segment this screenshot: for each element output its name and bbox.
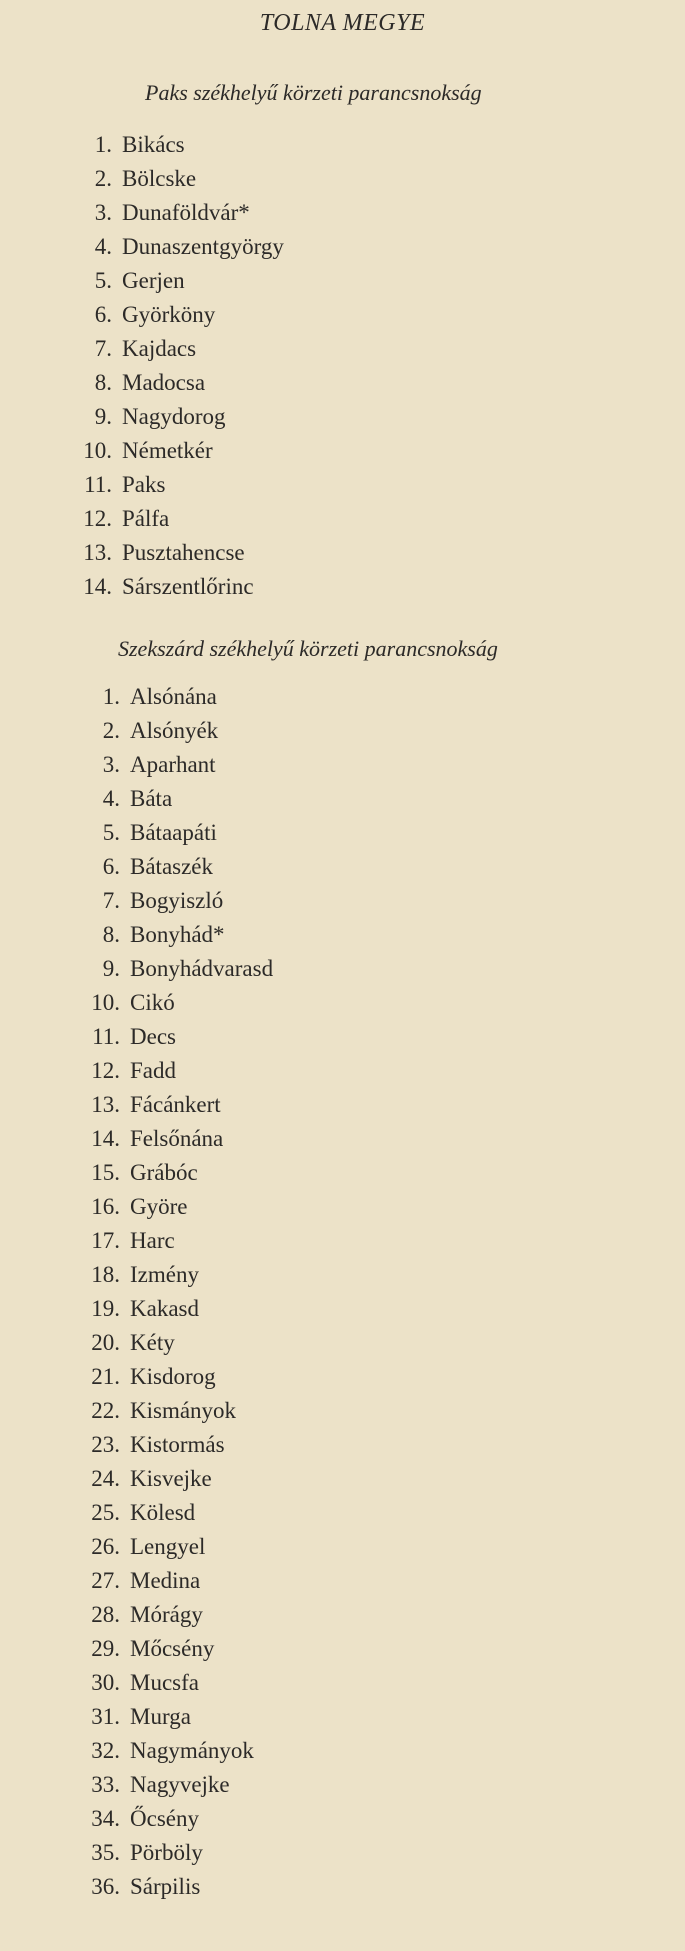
item-number: 30. (91, 1670, 120, 1695)
item-number: 7. (94, 336, 112, 361)
item-number: 3. (102, 752, 120, 777)
settlement-name: Kajdacs (122, 336, 197, 361)
item-number: 5. (102, 820, 120, 845)
settlement-name: Grábóc (130, 1160, 198, 1185)
settlement-name: Nagydorog (122, 404, 226, 429)
settlement-name: Kisvejke (130, 1466, 212, 1491)
settlement-name: Kismányok (130, 1398, 237, 1423)
settlement-name: Bogyiszló (130, 888, 224, 913)
settlement-name: Györköny (122, 302, 216, 327)
item-number: 1. (102, 684, 120, 709)
item-number: 3. (94, 200, 112, 225)
settlement-name: Alsónána (130, 684, 217, 709)
settlement-name: Paks (122, 472, 166, 497)
item-number: 8. (102, 922, 120, 947)
settlement-name: Fácánkert (130, 1092, 221, 1117)
settlement-name: Kistormás (130, 1432, 225, 1457)
settlement-name: Alsónyék (130, 718, 219, 743)
item-number: 11. (84, 472, 112, 497)
item-number: 22. (91, 1398, 120, 1423)
settlement-name: Nagyvejke (130, 1772, 230, 1797)
settlement-name: Németkér (122, 438, 213, 463)
item-number: 15. (91, 1160, 120, 1185)
item-number: 4. (102, 786, 120, 811)
settlement-name: Györe (130, 1194, 188, 1219)
settlement-name: Kakasd (130, 1296, 199, 1321)
settlement-name: Bonyhád* (130, 922, 225, 947)
county-title: TOLNA MEGYE (259, 10, 426, 36)
item-number: 17. (91, 1228, 120, 1253)
settlement-name: Mucsfa (130, 1670, 199, 1695)
settlement-name: Báta (130, 786, 173, 811)
section-title-szekszard: Szekszárd székhelyű körzeti parancsnokság (118, 636, 498, 661)
settlement-name: Cikó (130, 990, 175, 1015)
settlement-name: Nagymányok (130, 1738, 254, 1763)
item-number: 9. (102, 956, 120, 981)
item-number: 26. (91, 1534, 120, 1559)
item-number: 6. (94, 302, 112, 327)
item-number: 36. (91, 1874, 120, 1899)
settlement-name: Kölesd (130, 1500, 196, 1525)
item-number: 7. (102, 888, 120, 913)
settlement-name: Mőcsény (130, 1636, 215, 1661)
settlement-name: Pálfa (122, 506, 170, 531)
item-number: 16. (91, 1194, 120, 1219)
settlement-name: Mórágy (130, 1602, 203, 1627)
item-number: 9. (94, 404, 112, 429)
settlement-name: Bölcske (122, 166, 197, 191)
item-number: 21. (91, 1364, 120, 1389)
item-number: 10. (91, 990, 120, 1015)
item-number: 19. (91, 1296, 120, 1321)
settlement-name: Sárszentlőrinc (122, 574, 254, 599)
item-number: 33. (91, 1772, 120, 1797)
item-number: 25. (91, 1500, 120, 1525)
item-number: 23. (91, 1432, 120, 1457)
settlement-name: Aparhant (130, 752, 216, 777)
item-number: 34. (91, 1806, 120, 1831)
settlement-name: Bikács (122, 132, 185, 157)
item-number: 2. (102, 718, 120, 743)
item-number: 11. (92, 1024, 120, 1049)
item-number: 13. (91, 1092, 120, 1117)
settlement-name: Fadd (130, 1058, 176, 1083)
item-number: 24. (91, 1466, 120, 1491)
item-number: 31. (91, 1704, 120, 1729)
item-number: 35. (91, 1840, 120, 1865)
item-number: 13. (83, 540, 112, 565)
settlement-name: Lengyel (130, 1534, 206, 1559)
item-number: 14. (83, 574, 112, 599)
item-number: 1. (94, 132, 112, 157)
item-number: 2. (94, 166, 112, 191)
item-number: 12. (83, 506, 112, 531)
item-number: 6. (102, 854, 120, 879)
settlement-name: Felsőnána (130, 1126, 224, 1151)
section-title-paks: Paks székhelyű körzeti parancsnokság (145, 80, 482, 105)
item-number: 29. (91, 1636, 120, 1661)
settlement-name: Gerjen (122, 268, 185, 293)
settlement-name: Harc (130, 1228, 175, 1253)
item-number: 4. (94, 234, 112, 259)
settlement-name: Pusztahencse (122, 540, 245, 565)
settlement-name: Izmény (130, 1262, 199, 1287)
settlement-name: Pörböly (130, 1840, 203, 1865)
settlement-name: Kisdorog (130, 1364, 216, 1389)
item-number: 5. (94, 268, 112, 293)
item-number: 20. (91, 1330, 120, 1355)
settlement-name: Bátaszék (130, 854, 214, 879)
item-number: 14. (91, 1126, 120, 1151)
item-number: 12. (91, 1058, 120, 1083)
item-number: 10. (83, 438, 112, 463)
settlement-name: Kéty (130, 1330, 175, 1355)
item-number: 18. (91, 1262, 120, 1287)
settlement-name: Dunaföldvár* (122, 200, 250, 225)
item-number: 32. (91, 1738, 120, 1763)
settlement-name: Madocsa (122, 370, 206, 395)
settlement-name: Decs (130, 1024, 176, 1049)
settlement-name: Sárpilis (130, 1874, 201, 1899)
item-number: 8. (94, 370, 112, 395)
settlement-name: Medina (130, 1568, 201, 1593)
settlement-name: Bátaapáti (130, 820, 217, 845)
settlement-name: Őcsény (130, 1806, 199, 1831)
settlement-name: Bonyhádvarasd (130, 956, 274, 981)
item-number: 27. (91, 1568, 120, 1593)
item-number: 28. (91, 1602, 120, 1627)
settlement-name: Murga (130, 1704, 191, 1729)
settlement-name: Dunaszentgyörgy (122, 234, 284, 259)
